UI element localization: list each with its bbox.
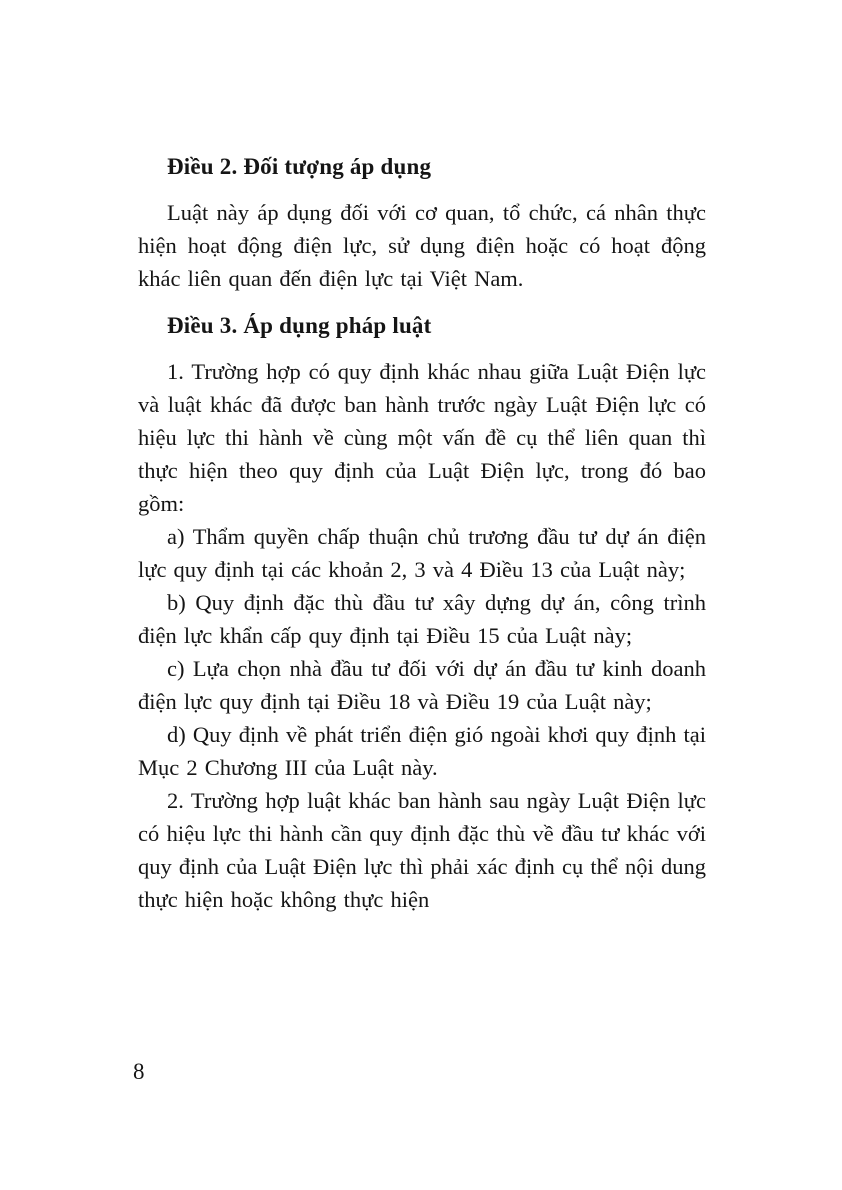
body-paragraph: Luật này áp dụng đối với cơ quan, tổ chức, cá nhân thực hiện hoạt động điện lực, sử dụng điện hoặc có hoạt động khác liên quan đến điện lực tại Việt Nam. bbox=[138, 200, 706, 291]
body-paragraph: 1. Trường hợp có quy định khác nhau giữa Luật Điện lực và luật khác đã được ban hành trước ngày Luật Điện lực có hiệu lực thi hành về cùng một vấn đề cụ thể liên quan thì thực hiện theo quy định của Luật Điện lực, trong đó bao gồm: bbox=[138, 359, 706, 516]
page-number: 8 bbox=[133, 1059, 145, 1084]
body-paragraph: c) Lựa chọn nhà đầu tư đối với dự án đầu tư kinh doanh điện lực quy định tại Điều 18 và Điều 19 của Luật này; bbox=[138, 656, 706, 714]
article-heading: Điều 2. Đối tượng áp dụng bbox=[167, 154, 432, 179]
body-paragraph: b) Quy định đặc thù đầu tư xây dựng dự án, công trình điện lực khẩn cấp quy định tại Điều 15 của Luật này; bbox=[138, 590, 706, 648]
body-paragraph: d) Quy định về phát triển điện gió ngoài khơi quy định tại Mục 2 Chương III của Luật này. bbox=[138, 722, 706, 780]
article-heading: Điều 3. Áp dụng pháp luật bbox=[167, 313, 432, 338]
body-paragraph: 2. Trường hợp luật khác ban hành sau ngày Luật Điện lực có hiệu lực thi hành cần quy định đặc thù về đầu tư khác với quy định của Luật Điện lực thì phải xác định cụ thể nội dung thực hiện hoặc không thực hiện bbox=[138, 788, 706, 912]
body-paragraph: a) Thẩm quyền chấp thuận chủ trương đầu tư dự án điện lực quy định tại các khoản 2, 3 và 4 Điều 13 của Luật này; bbox=[138, 524, 706, 582]
document-body bbox=[138, 150, 706, 916]
